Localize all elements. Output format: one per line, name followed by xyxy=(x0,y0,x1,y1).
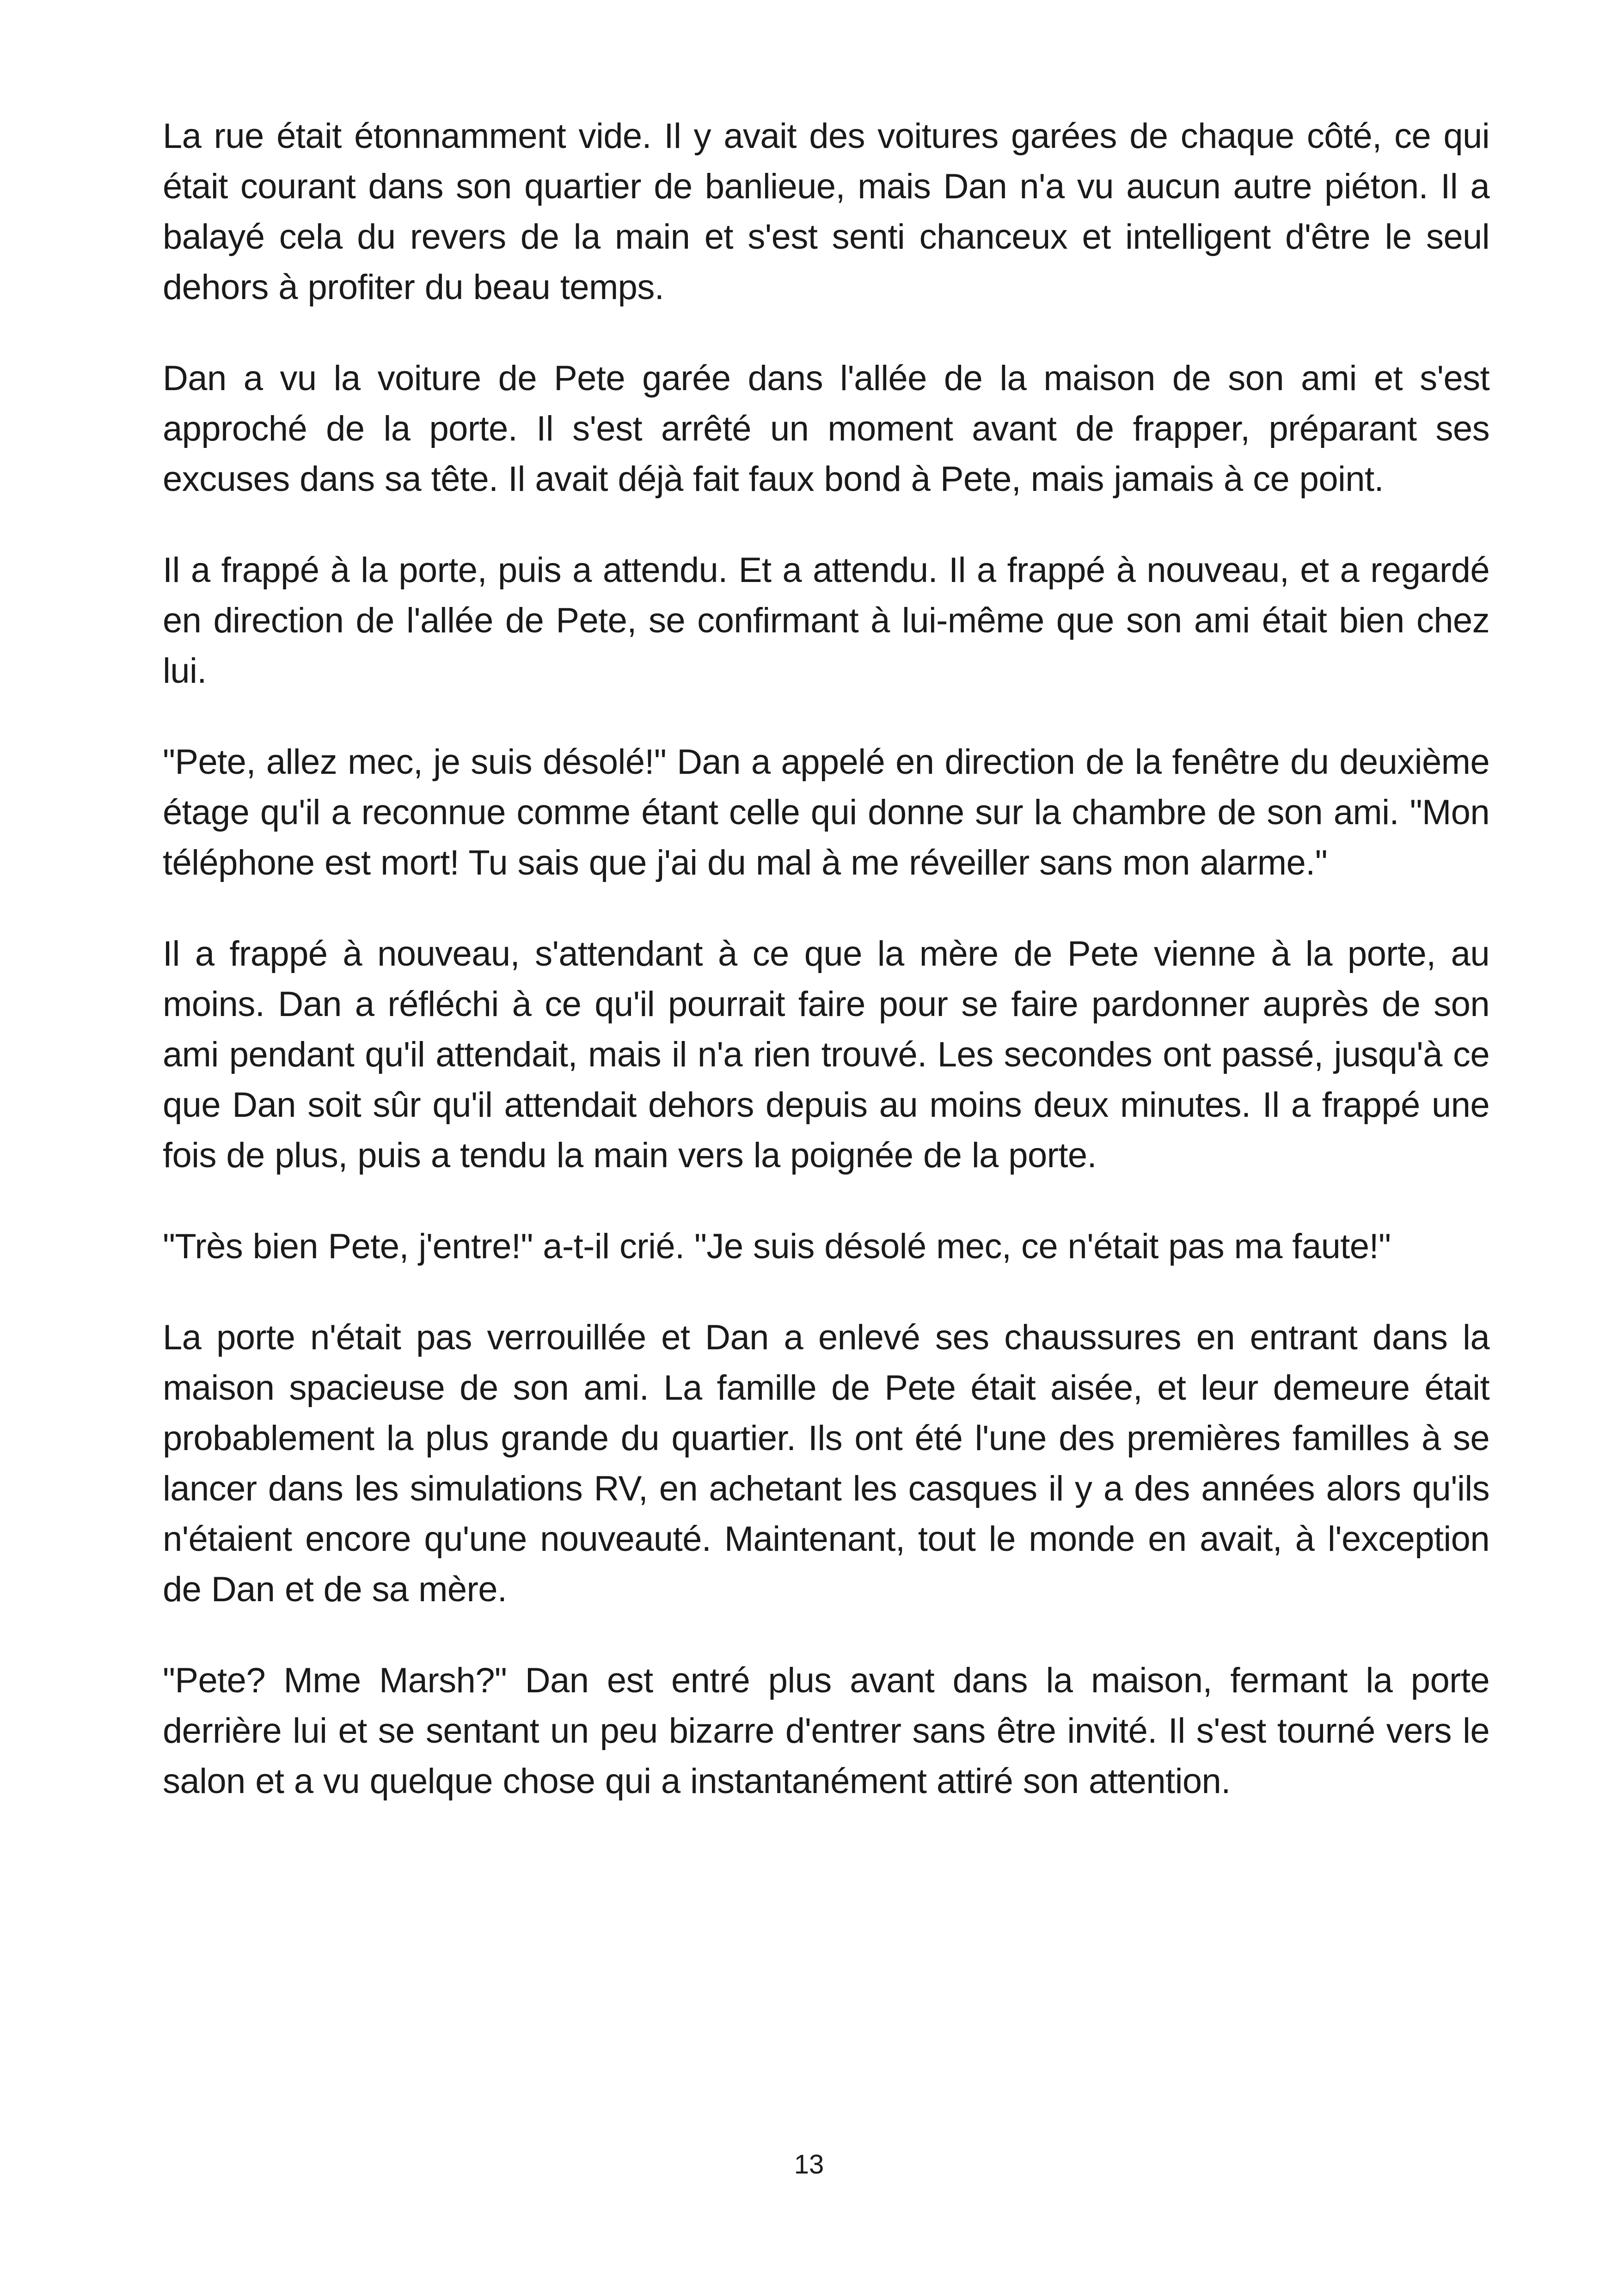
paragraph-5: Il a frappé à nouveau, s'attendant à ce que la mère de Pete vienne à la porte, au moins. Dan a réfléchi à ce qu'il pourrait faire pour se faire pardonner auprès de son ami pendant qu'il attendait, mais il n'a rien trouvé. Les secondes ont passé, jusqu'à ce que Dan soit sûr qu'il attendait dehors depuis au moins deux minutes. Il a frappé une fois de plus, puis a tendu la main vers la poignée de la porte. xyxy=(163,934,1489,1175)
paragraph-3: Il a frappé à la porte, puis a attendu. Et a attendu. Il a frappé à nouveau, et a regardé en direction de l'allée de Pete, se confirmant à lui-même que son ami était bien chez lui. xyxy=(163,551,1489,691)
paragraph-4: "Pete, allez mec, je suis désolé!" Dan a appelé en direction de la fenêtre du deuxième étage qu'il a reconnue comme étant celle qui donne sur la chambre de son ami. "Mon téléphone est mort! Tu sais que j'ai du mal à me réveiller sans mon alarme." xyxy=(163,742,1489,882)
paragraph-2: Dan a vu la voiture de Pete garée dans l'allée de la maison de son ami et s'est approché de la porte. Il s'est arrêté un moment avant de frapper, préparant ses excuses dans sa tête. Il avait déjà fait faux bond à Pete, mais jamais à ce point. xyxy=(163,359,1489,499)
paragraph-8: "Pete? Mme Marsh?" Dan est entré plus avant dans la maison, fermant la porte derrière lui et se sentant un peu bizarre d'entrer sans être invité. Il s'est tourné vers le salon et a vu quelque chose qui a instantanément attiré son attention. xyxy=(163,1661,1489,1801)
paragraph-1: La rue était étonnamment vide. Il y avait des voitures garées de chaque côté, ce qui était courant dans son quartier de banlieue, mais Dan n'a vu aucun autre piéton. Il a balayé cela du revers de la main et s'est senti chanceux et intelligent d'être le seul dehors à profiter du beau temps. xyxy=(163,116,1489,307)
paragraph-6: "Très bien Pete, j'entre!" a-t-il crié. "Je suis désolé mec, ce n'était pas ma faute!" xyxy=(163,1227,1391,1266)
page-number: 13 xyxy=(794,2149,824,2180)
page-body xyxy=(163,111,1489,1806)
paragraph-7: La porte n'était pas verrouillée et Dan a enlevé ses chaussures en entrant dans la maison spacieuse de son ami. La famille de Pete était aisée, et leur demeure était probablement la plus grande du quartier. Ils ont été l'une des premières familles à se lancer dans les simulations RV, en achetant les casques il y a des années alors qu'ils n'étaient encore qu'une nouveauté. Maintenant, tout le monde en avait, à l'exception de Dan et de sa mère. xyxy=(163,1318,1489,1609)
